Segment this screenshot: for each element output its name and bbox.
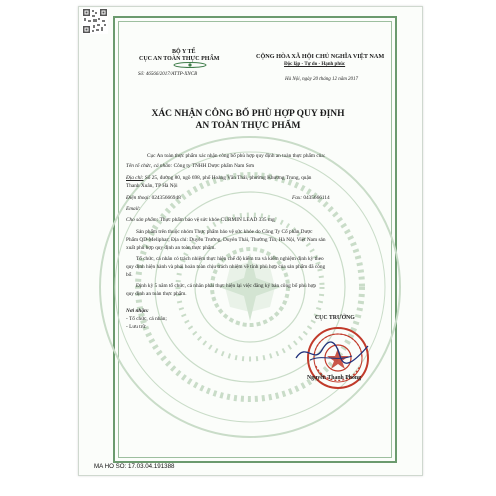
country-name: CỘNG HÒA XÃ HỘI CHỦ NGHĨA VIỆT NAM (256, 53, 385, 60)
address-value-2: Thanh Xuân, TP Hà Nội (126, 183, 178, 189)
emblem-icon (170, 62, 210, 68)
file-code: MA HO SO: 17.03.04.191388 (94, 463, 175, 470)
paragraph-2-line1: Tổ chức, cá nhân có trách nhiệm thực hiện chế độ kiểm tra và kiểm nghiệm định kỳ theo (136, 256, 324, 262)
org-value: Công ty TNHH Dược phẩm Nam Sơn (173, 163, 255, 169)
paragraph-1-line2: Phẩm QD-Meliphar; Địa chỉ: Duyên Trường, Duyên Thái, Thường Tín, Hà Nội, Việt Nam sản (126, 237, 326, 243)
paragraph-3-line2: quy định an toàn thực phẩm. (126, 291, 187, 297)
phone-label: Điện thoại: (126, 195, 151, 201)
phone-row (126, 196, 181, 201)
intro-text: Cục An toàn thực phẩm xác nhận công bố phù hợp quy định an toàn thực phẩm của: (147, 153, 326, 159)
fax-row (292, 196, 330, 201)
recipient-item-1: - Tổ chức, cá nhân; (126, 316, 167, 322)
address-row (126, 176, 311, 181)
org-label: Tên tổ chức, cá nhân: (126, 163, 173, 169)
paragraph-2-line2: quy định hiện hành và phải hoàn toàn chịu trách nhiệm về tính phù hợp của sản phẩm đã công (126, 264, 326, 270)
paragraph-1-line1: Sản phẩm trên thuộc nhóm Thực phẩm bảo vệ sức khỏe do Công Ty Cổ phần Dược (136, 229, 313, 235)
recipient-item-2: - Lưu trữ. (126, 324, 147, 330)
email-label: Email: (126, 206, 141, 212)
fax-value: 0435666114 (303, 195, 330, 201)
signatory-name: Nguyễn Thanh Phong (307, 375, 362, 381)
phone-value: 02435666948 (151, 195, 181, 201)
department-name: CỤC AN TOÀN THỰC PHẨM (139, 56, 220, 62)
paragraph-3-line1: Định kỳ 5 năm tổ chức, cá nhân phải thực hiện lại việc đăng ký bản công bố phù hợp (136, 283, 317, 289)
org-row (126, 164, 254, 169)
paragraph-1-line3: xuất phù hợp quy định an toàn thực phẩm. (126, 245, 216, 251)
national-motto: Độc lập - Tự do - Hạnh phúc (284, 62, 346, 67)
qr-code-icon (82, 8, 108, 34)
recipients-label: Nơi nhận: (126, 308, 149, 314)
paragraph-2-line3: bố. (126, 272, 133, 278)
address-label: Địa chỉ: (126, 175, 144, 181)
product-value: Thực phẩm bảo vệ sức khỏe CURMIN LEAD 335 mg (159, 217, 275, 223)
fax-label: Fax: (292, 195, 302, 201)
document-title-line1: XÁC NHẬN CÔNG BỐ PHÙ HỢP QUY ĐỊNH (151, 109, 345, 119)
signatory-title: CỤC TRƯỞNG (315, 315, 355, 321)
document-title-line2: AN TOÀN THỰC PHẨM (195, 121, 301, 131)
issue-date: Hà Nội, ngày 20 tháng 12 năm 2017 (285, 77, 359, 82)
product-row (126, 218, 275, 223)
product-label: Cho sản phẩm: (126, 217, 159, 223)
handwritten-signature (292, 340, 372, 366)
document-number: Số: 46566/2017/ATTP-XNCB (138, 72, 198, 77)
ministry-name: BỘ Y TẾ (172, 49, 196, 55)
address-value-1: Số 25, đường 80, ngõ 698, phố Hoàng Văn Thái, phường Khương Trung, quận (144, 175, 312, 181)
